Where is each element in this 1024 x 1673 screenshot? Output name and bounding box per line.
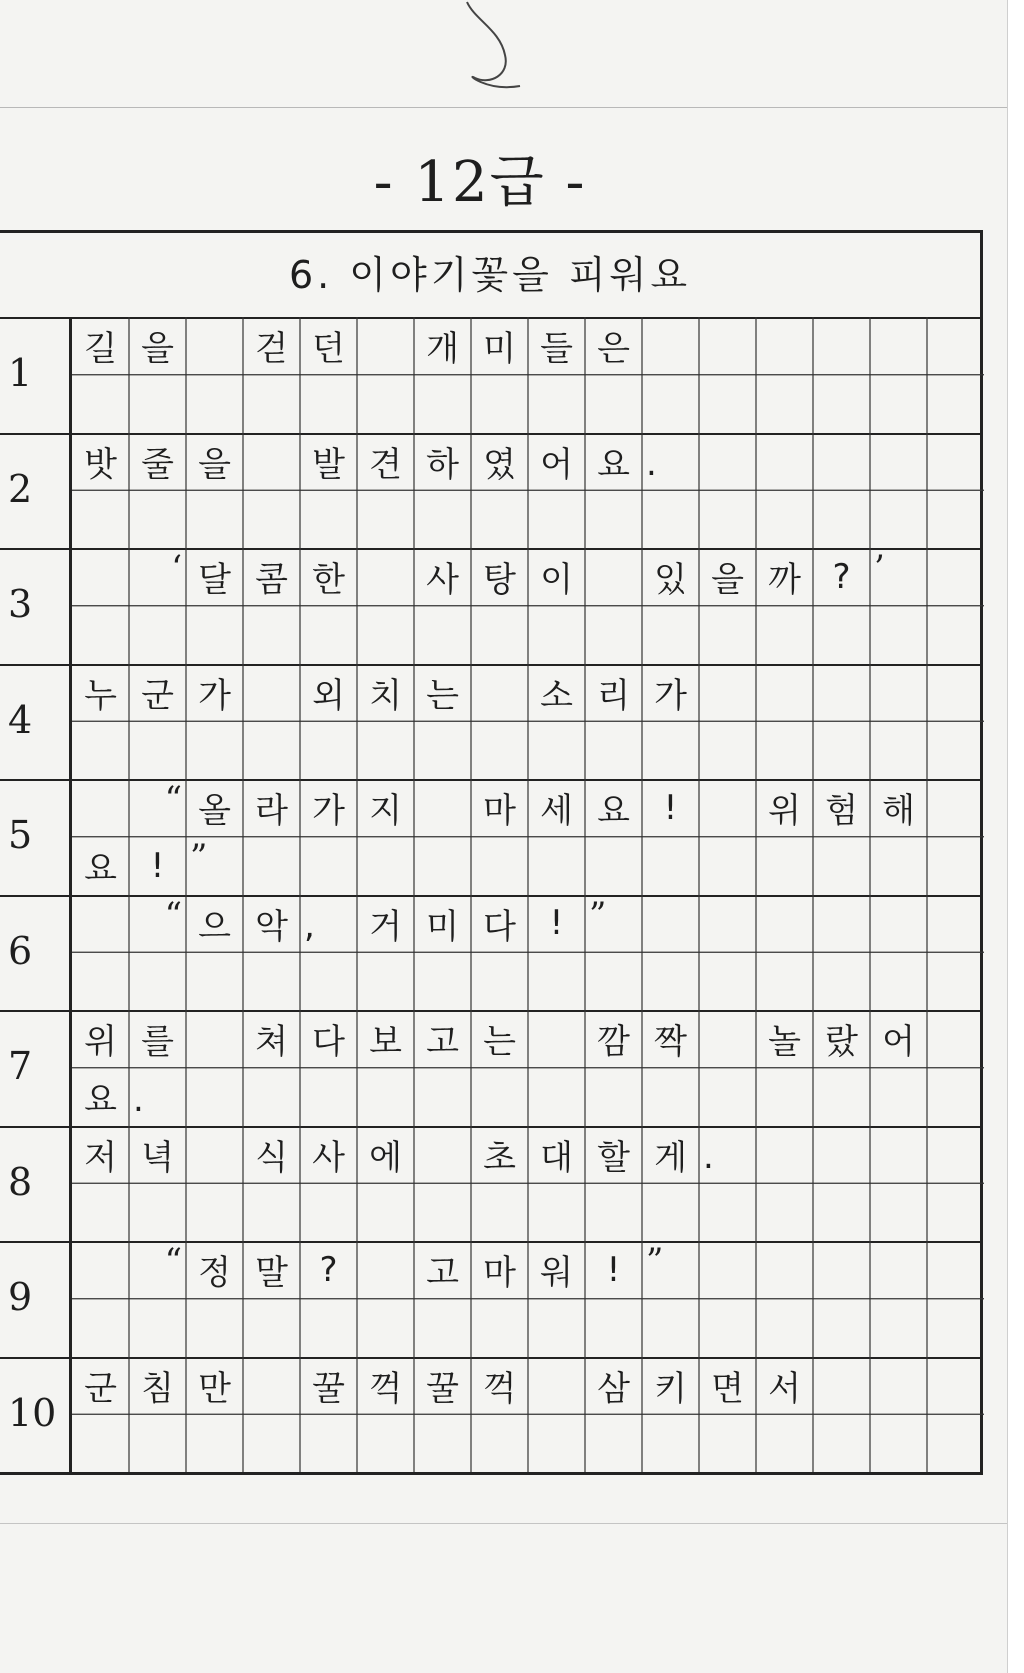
grid-cell-character: ? [319, 1249, 338, 1290]
grid-cell-character: 을 [711, 560, 744, 601]
row-number: 3 [8, 582, 33, 626]
grid-cell-character: 가 [312, 791, 345, 832]
grid-cell-character: 소 [540, 675, 573, 716]
grid-cell-character: 은 [597, 329, 630, 370]
grid-cell-character: 요 [597, 444, 630, 485]
grid-cell-character: 놀 [768, 1022, 801, 1063]
grid-cell-character: 꺽 [483, 1368, 516, 1409]
grid-cell-character: 삼 [597, 1368, 630, 1409]
grid-cell-character: 줄 [141, 444, 174, 485]
grid-cell-character: 올 [198, 791, 231, 832]
grid-cell-character: “ [164, 894, 182, 935]
grid-cell-character: . [703, 1137, 714, 1178]
grid-cell-character: 꿀 [426, 1368, 459, 1409]
row-number: 10 [8, 1390, 57, 1435]
grid-cell-character: 요 [84, 849, 117, 890]
grid-cell-character: 정 [198, 1253, 231, 1294]
grid-cell-character: ! [150, 845, 165, 886]
grid-cell-character: 이 [540, 560, 573, 601]
grid-cell-character: 게 [654, 1137, 687, 1178]
grid-cell-character: 대 [540, 1137, 573, 1178]
grid-cell-character: 는 [426, 675, 459, 716]
grid-cell-character: ” [589, 894, 607, 935]
grid-cell-character: 세 [540, 791, 573, 832]
grid-cell-character: 마 [483, 791, 516, 832]
grid-cell-character: 는 [483, 1022, 516, 1063]
grid-cell-character: 마 [483, 1253, 516, 1294]
row-number: 1 [8, 351, 33, 395]
grid-cell-character: 있 [654, 560, 687, 601]
grid-cell-character: 으 [198, 906, 231, 947]
row-number: 4 [8, 697, 33, 742]
row-number: 6 [8, 928, 33, 973]
grid-cell-character: 에 [369, 1137, 402, 1178]
grid-cell-character: 만 [198, 1368, 231, 1409]
grid-cell-character: ? [832, 556, 851, 597]
grid-cell-character: 던 [312, 329, 345, 370]
grid-cell-character: 저 [84, 1137, 117, 1178]
grid-cell-character: 사 [312, 1137, 345, 1178]
grid-cell-character: , [304, 906, 315, 947]
grid-cell-character: ! [663, 787, 678, 828]
grid-cell-character: “ [164, 779, 182, 819]
top-rule-line [0, 107, 1007, 108]
grid-cell-character: 견 [369, 444, 402, 485]
grid-cell-character: “ [164, 1241, 182, 1281]
grid-cell-character: 을 [141, 329, 174, 370]
grid-cell-character: 깜 [597, 1022, 630, 1063]
grid-cell-character: 면 [711, 1368, 744, 1409]
grid-cell-character: 워 [540, 1253, 573, 1294]
grid-cell-character: 였 [483, 444, 516, 485]
grid-cell-character: 외 [312, 675, 345, 716]
grid-cell-character: 달 [198, 560, 231, 601]
grid-cell-character: ! [549, 903, 564, 944]
grid-cell-character: 길 [84, 329, 117, 370]
grid-cell-character: 누 [84, 675, 117, 716]
grid-cell-character: 을 [198, 444, 231, 485]
grid-cell-character: 한 [312, 560, 345, 601]
grid-cell-character: 하 [426, 444, 459, 485]
grade-title: - 12급 - [373, 150, 587, 215]
grid-cell-character: 보 [369, 1022, 402, 1063]
grid-cell-character: 거 [369, 906, 402, 947]
row-number: 8 [8, 1159, 33, 1204]
grid-cell-character: 침 [141, 1368, 174, 1409]
grid-cell-character: 리 [597, 675, 630, 716]
grid-cell-character: 콤 [255, 560, 288, 601]
grid-cell-character: 어 [882, 1022, 915, 1063]
grid-cell-character: 악 [255, 906, 288, 947]
grid-cell-character: . [646, 444, 657, 485]
grid-cell-character: 라 [255, 791, 288, 832]
grid-cell-character: 미 [483, 329, 516, 370]
grid-cell-character: 녁 [141, 1137, 174, 1178]
grid-cell-character: 키 [654, 1368, 687, 1409]
grid-cell-character: 험 [825, 791, 858, 832]
grid-cell-character: 군 [84, 1368, 117, 1409]
grid-cell-character: 를 [141, 1022, 174, 1063]
row-number: 2 [8, 466, 33, 511]
row-number: 9 [8, 1275, 33, 1319]
grid-cell-character: 할 [597, 1137, 630, 1178]
writing-sheet [0, 230, 983, 1475]
grid-cell-character: 서 [768, 1368, 801, 1409]
grid-cell-character: . [133, 1079, 144, 1120]
grid-cell-character: 위 [768, 791, 801, 832]
bottom-rule-line [0, 1523, 1007, 1524]
grid-cell-character: 말 [255, 1253, 288, 1294]
grid-cell-character: 다 [483, 906, 516, 947]
grid-cell-character: 어 [540, 444, 573, 485]
grid-cell-character: 초 [483, 1137, 516, 1178]
pen-scribble-mark [455, 0, 535, 95]
grid-cell-character: 꺽 [369, 1368, 402, 1409]
grid-cell-character: ’ [874, 548, 885, 588]
grid-cell-character: 꿀 [312, 1368, 345, 1409]
grid-cell-character: 식 [255, 1137, 288, 1178]
grid-cell-character: 군 [141, 675, 174, 716]
grid-cell-character: 쳐 [255, 1022, 288, 1063]
grid-cell-character: 사 [426, 560, 459, 601]
grid-cell-character: 걷 [255, 329, 288, 370]
row-number: 7 [8, 1044, 33, 1088]
grid-cell-character: 다 [312, 1022, 345, 1063]
lesson-title: 6. 이야기꽃을 피워요 [0, 233, 980, 319]
grid-cell-character: 고 [426, 1022, 459, 1063]
grid-cell-character: 랐 [825, 1022, 858, 1063]
grid-cell-character: 해 [882, 791, 915, 832]
grid-cell-character: 짝 [654, 1022, 687, 1063]
grid-cell-character: 고 [426, 1253, 459, 1294]
page-edge [1007, 0, 1024, 1673]
grid-cell-character: 까 [768, 560, 801, 601]
grid-cell-character: 밧 [84, 444, 117, 485]
grid-cell-character: ! [606, 1249, 621, 1290]
row-number: 5 [8, 813, 33, 857]
grid-cell-character: 미 [426, 906, 459, 947]
grid-cell-character: 들 [540, 329, 573, 370]
grid-cell-character: 요 [84, 1080, 117, 1121]
grid-cell-character: 가 [198, 675, 231, 716]
grid-cell-character: ” [190, 836, 208, 877]
grid-cell-character: 개 [426, 329, 459, 370]
grid-cell-character: 지 [369, 791, 402, 832]
grid-cell-character: 발 [312, 444, 345, 485]
grid-cell-character: 요 [597, 791, 630, 832]
grid-cell-character: 위 [84, 1022, 117, 1063]
grid-cell-character: ” [646, 1241, 664, 1281]
grid-cell-character: 가 [654, 675, 687, 716]
grid-cell-character: ‘ [171, 548, 182, 588]
grid-cell-character: 탕 [483, 560, 516, 601]
grid-cell-character: 치 [369, 675, 402, 716]
